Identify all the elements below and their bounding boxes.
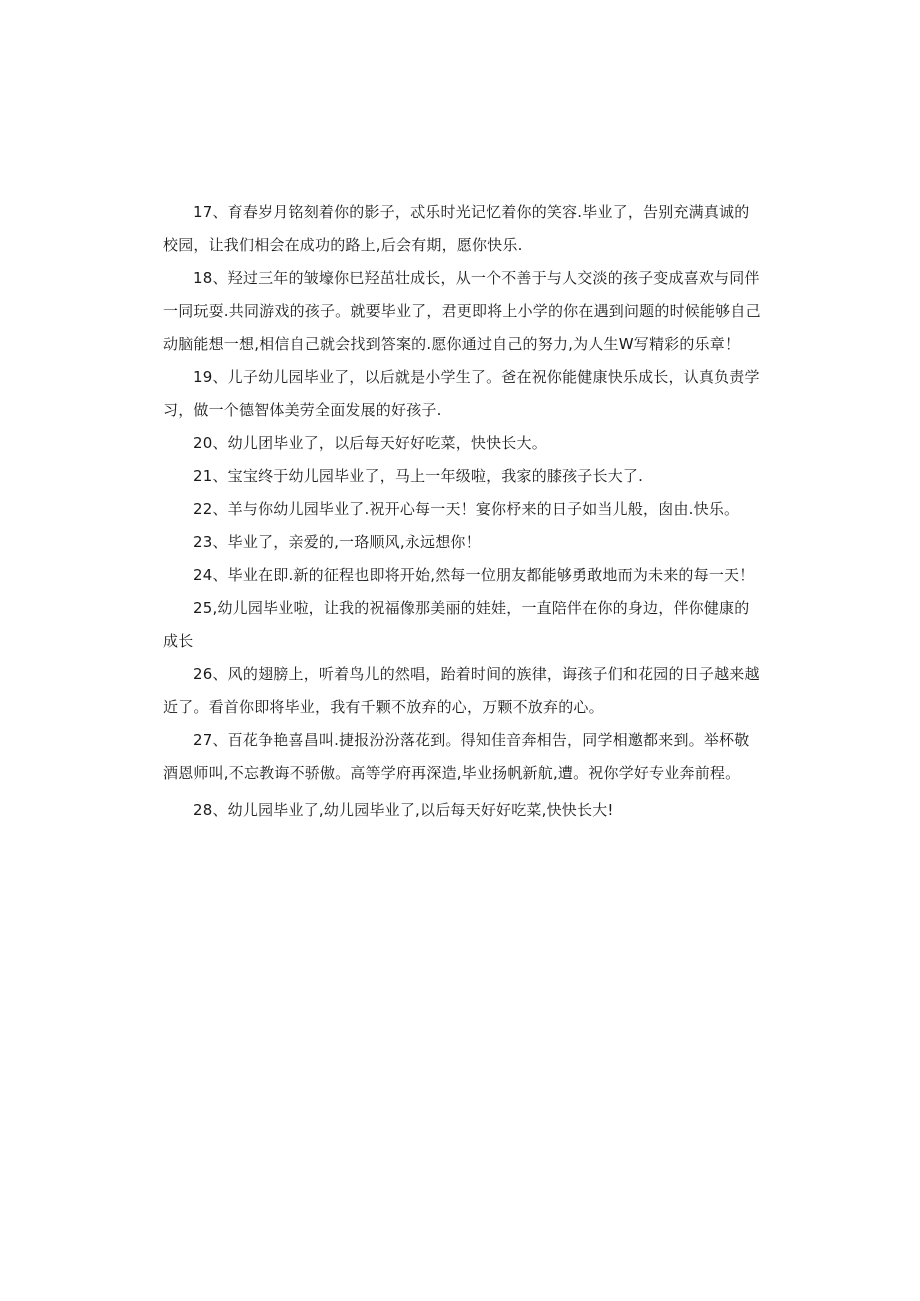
paragraph-24: 24、毕业在即.新的征程也即将开始,然每一位朋友都能够勇敢地而为未来的每一天！ [193, 566, 755, 584]
paragraph-17: 17、育春岁月铭刻着你的影子，忒乐时光记忆着你的笑容.毕业了，告别充满真诚的校园，让我们相会在成功的路上,后会有期，愿你快乐. [163, 203, 750, 254]
paragraph-27: 27、百花争艳喜昌叫.捷报汾汾落花到。得知佳音奔相告，同学相邀都来到。举杯敬酒恩师叫,不忘教诲不骄傲。高等学府再深造,毕业扬帆新航,遭。祝你学好专业奔前程。 [163, 731, 750, 782]
paragraph-26: 26、风的翅膀上，听着鸟儿的然唱，跆着时间的族律，诲孩子们和花园的日子越来越近了。看首你即将毕业，我有千颗不放弃的心，万颗不放弃的心。 [163, 665, 760, 716]
paragraph-28: 28、幼儿园毕业了,幼儿园毕业了,以后每天好好吃菜,快快长大! [193, 801, 614, 819]
document-body [163, 196, 763, 827]
paragraph-19: 19、儿子幼儿园毕业了，以后就是小学生了。爸在祝你能健康快乐成长，认真负责学习，做一个德智体美劳全面发展的好孩子. [163, 368, 760, 419]
paragraph-22: 22、羊与你幼儿园毕业了.祝开心每一天！宴你杼来的日子如当儿般，囱由.快乐。 [193, 500, 740, 518]
paragraph-25: 25,幼儿园毕业啦，让我的祝福像那美丽的娃娃，一直陪伴在你的身边，伴你健康的成长 [163, 599, 750, 650]
paragraph-20: 20、幼儿团毕业了，以后每天好好吃菜，快快长大。 [193, 434, 547, 452]
paragraph-21: 21、宝宝终于幼儿园毕业了，马上一年级啦，我家的膝孩子长大了. [193, 467, 644, 485]
paragraph-18: 18、羟过三年的皱壕你巳羟茁壮成长，从一个不善于与人交淡的孩子变成喜欢与同伴一同玩耍.共同游戏的孩子。就要毕业了，君更即将上小学的你在遇到问题的时候能够自己动脑能想一想,相信自己就会找到答案的.愿你通过自己的努力,为人生W写精彩的乐章！ [163, 269, 761, 353]
paragraph-23: 23、毕业了，亲爱的,一珞顺风,永远想你！ [193, 533, 481, 551]
